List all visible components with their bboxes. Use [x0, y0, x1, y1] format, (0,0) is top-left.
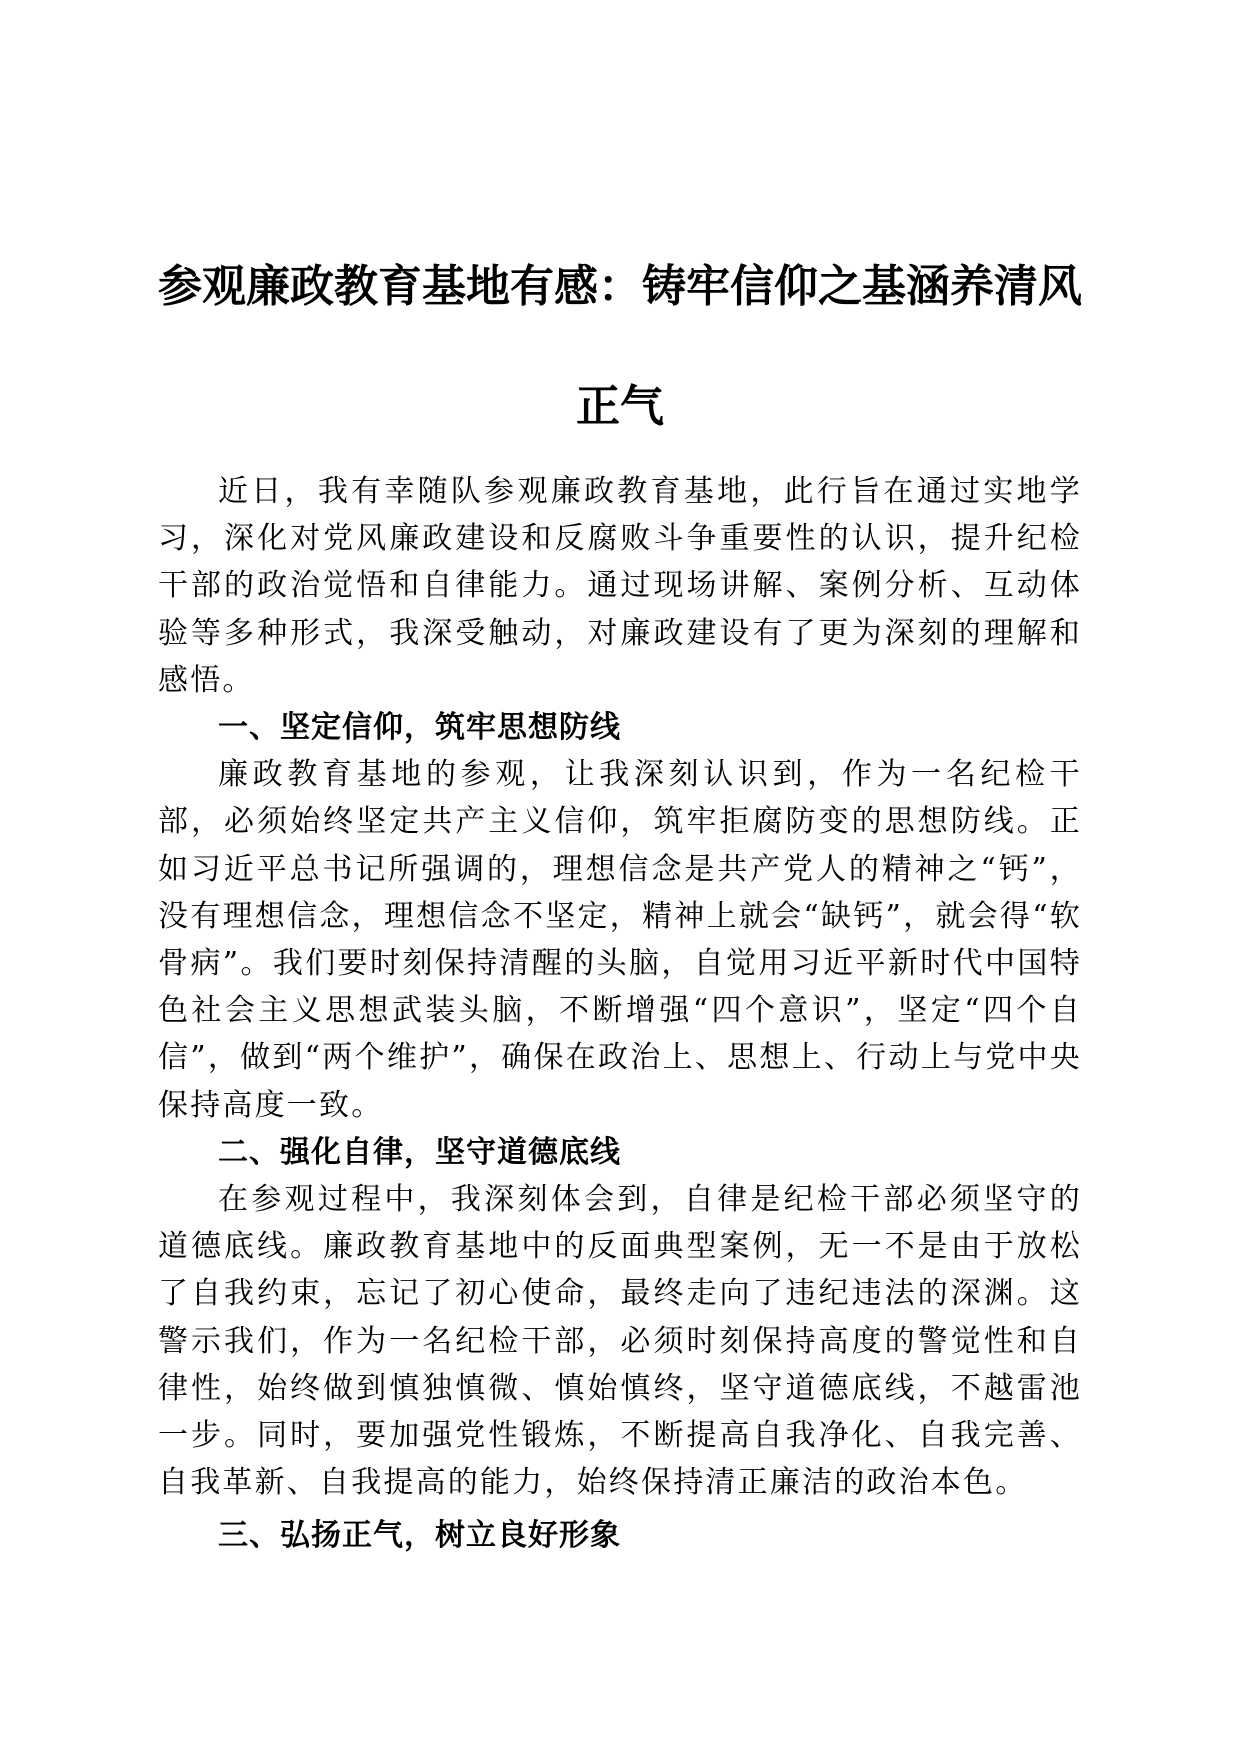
intro-paragraph: 近日，我有幸随队参观廉政教育基地，此行旨在通过实地学习，深化对党风廉政建设和反腐败斗争重要性的认识，提升纪检干部的政治觉悟和自律能力。通过现场讲解、案例分析、互动体验等多种形式，我深受触动，对廉政建设有了更为深刻的理解和感悟。 [158, 474, 1082, 698]
section-heading-2: 二、强化自律，坚守道德底线 [218, 1134, 621, 1170]
document-title: 参观廉政教育基地有感：铸牢信仰之基涵养清风正气 [158, 261, 1082, 433]
document-body [158, 468, 1082, 1560]
section-paragraph-2: 在参观过程中，我深刻体会到，自律是纪检干部必须坚守的道德底线。廉政教育基地中的反面典型案例，无一不是由于放松了自我约束，忘记了初心使命，最终走向了违纪违法的深渊。这警示我们，作为一名纪检干部，必须时刻保持高度的警觉性和自律性，始终做到慎独慎微、慎始慎终，坚守道德底线，不越雷池一步。同时，要加强党性锻炼，不断提高自我净化、自我完善、自我革新、自我提高的能力，始终保持清正廉洁的政治本色。 [158, 1182, 1082, 1501]
section-heading-3: 三、弘扬正气，树立良好形象 [218, 1518, 621, 1554]
section-heading-1: 一、坚定信仰，筑牢思想防线 [218, 710, 621, 746]
section-paragraph-1: 廉政教育基地的参观，让我深刻认识到，作为一名纪检干部，必须始终坚定共产主义信仰，筑牢拒腐防变的思想防线。正如习近平总书记所强调的，理想信念是共产党人的精神之“钙”，没有理想信念，理想信念不坚定，精神上就会“缺钙”，就会得“软骨病”。我们要时刻保持清醒的头脑，自觉用习近平新时代中国特色社会主义思想武装头脑，不断增强“四个意识”，坚定“四个自信”，做到“两个维护”，确保在政治上、思想上、行动上与党中央保持高度一致。 [158, 757, 1082, 1123]
